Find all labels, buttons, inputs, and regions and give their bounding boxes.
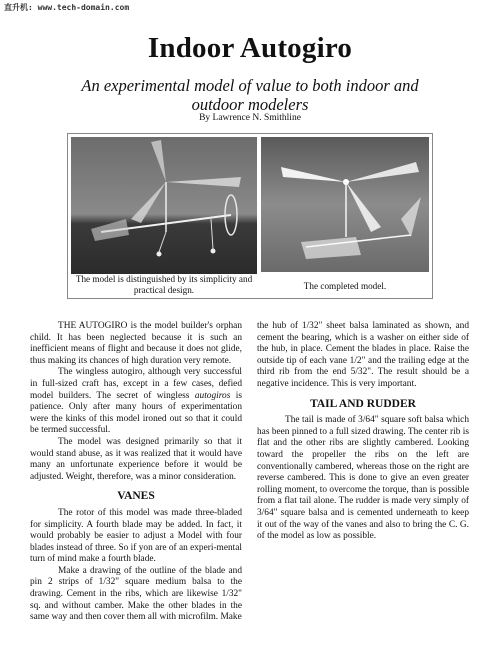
photo-caption-left: The model is distinguished by its simplicity and practical design.: [71, 274, 257, 296]
model-photo-right: [261, 137, 429, 272]
paragraph: The tail is made of 3/64" square soft balsa which has been pinned to a full sized drawing. The center rib is flat and the other ribs are slightly cambered. Looking toward the propeller the ribs on the left are conventionally cambered, whereas those on the right are reverse cambered. This is done to give an even greater rolling moment, to overcome the torque, than is possible from a flat tail alone. The rudder is made very simply of 3/64" square balsa and is cemented underneath to keep it out of the way of the vanes and also to bring the C. G. of the model as low as possible.: [257, 415, 469, 542]
photo-panel: [67, 133, 433, 299]
section-heading-tail: TAIL AND RUDDER: [310, 397, 416, 410]
article-title: Indoor Autogiro: [147, 32, 353, 64]
photo-caption-right: The completed model.: [261, 281, 429, 292]
paragraph: THE AUTOGIRO is the model builder's orphan child. It has been neglected because it is such an inefficient means of flight and because it does not glide, thus making its chances of high duration very remote.: [30, 321, 242, 366]
section-heading-vanes: VANES: [117, 490, 155, 503]
text-column-left: [30, 321, 242, 624]
paragraph: Make a drawing of the outline of the blade and pin 2 strips of 1/32" square medium balsa to the drawing. Cement in the ribs, which are likewise 1/32" sq. and without camber. Make the other blades in the same way and then cover them all with microfilm. Make: [30, 565, 242, 623]
paragraph: The wingless autogiro, although very successful in full-sized craft has, except in a few cases, defied model builders. The secret of wingless autogiros is patience. Only after many hours of experimentation were the kinks of this model ironed out so that it could be termed successful.: [30, 367, 242, 436]
paragraph: The rotor of this model was made three-bladed for simplicity. A fourth blade may be added. In fact, it would probably be easier to adjust a Model with four blades instead of three. So if yon are of an experi-mental turn of mind make a fourth blade.: [30, 507, 242, 565]
model-photo-left: [71, 137, 257, 277]
article-subtitle: An experimental model of value to both indoor and outdoor modelers: [81, 76, 419, 114]
watermark: 直升机: www.tech-domain.com: [4, 3, 130, 12]
byline: By Lawrence N. Smithline: [199, 113, 301, 123]
paragraph: The model was designed primarily so that it would stand abuse, as it was realized that it would have many an unfortunate experience before it would be adjusted. Weight, therefore, was a minor consideration.: [30, 436, 242, 482]
paragraph-continued: the hub of 1/32" sheet balsa laminated as shown, and cement the bearing, which is a washer on either side of the hub, in place. Cement the blades in place. Raise the outside tip of each vane 1/2" and the trailing edge at the third rib from the end 5/32". The result should be a negative incidence. This is very important.: [257, 321, 469, 389]
text-column-right: [257, 321, 469, 543]
